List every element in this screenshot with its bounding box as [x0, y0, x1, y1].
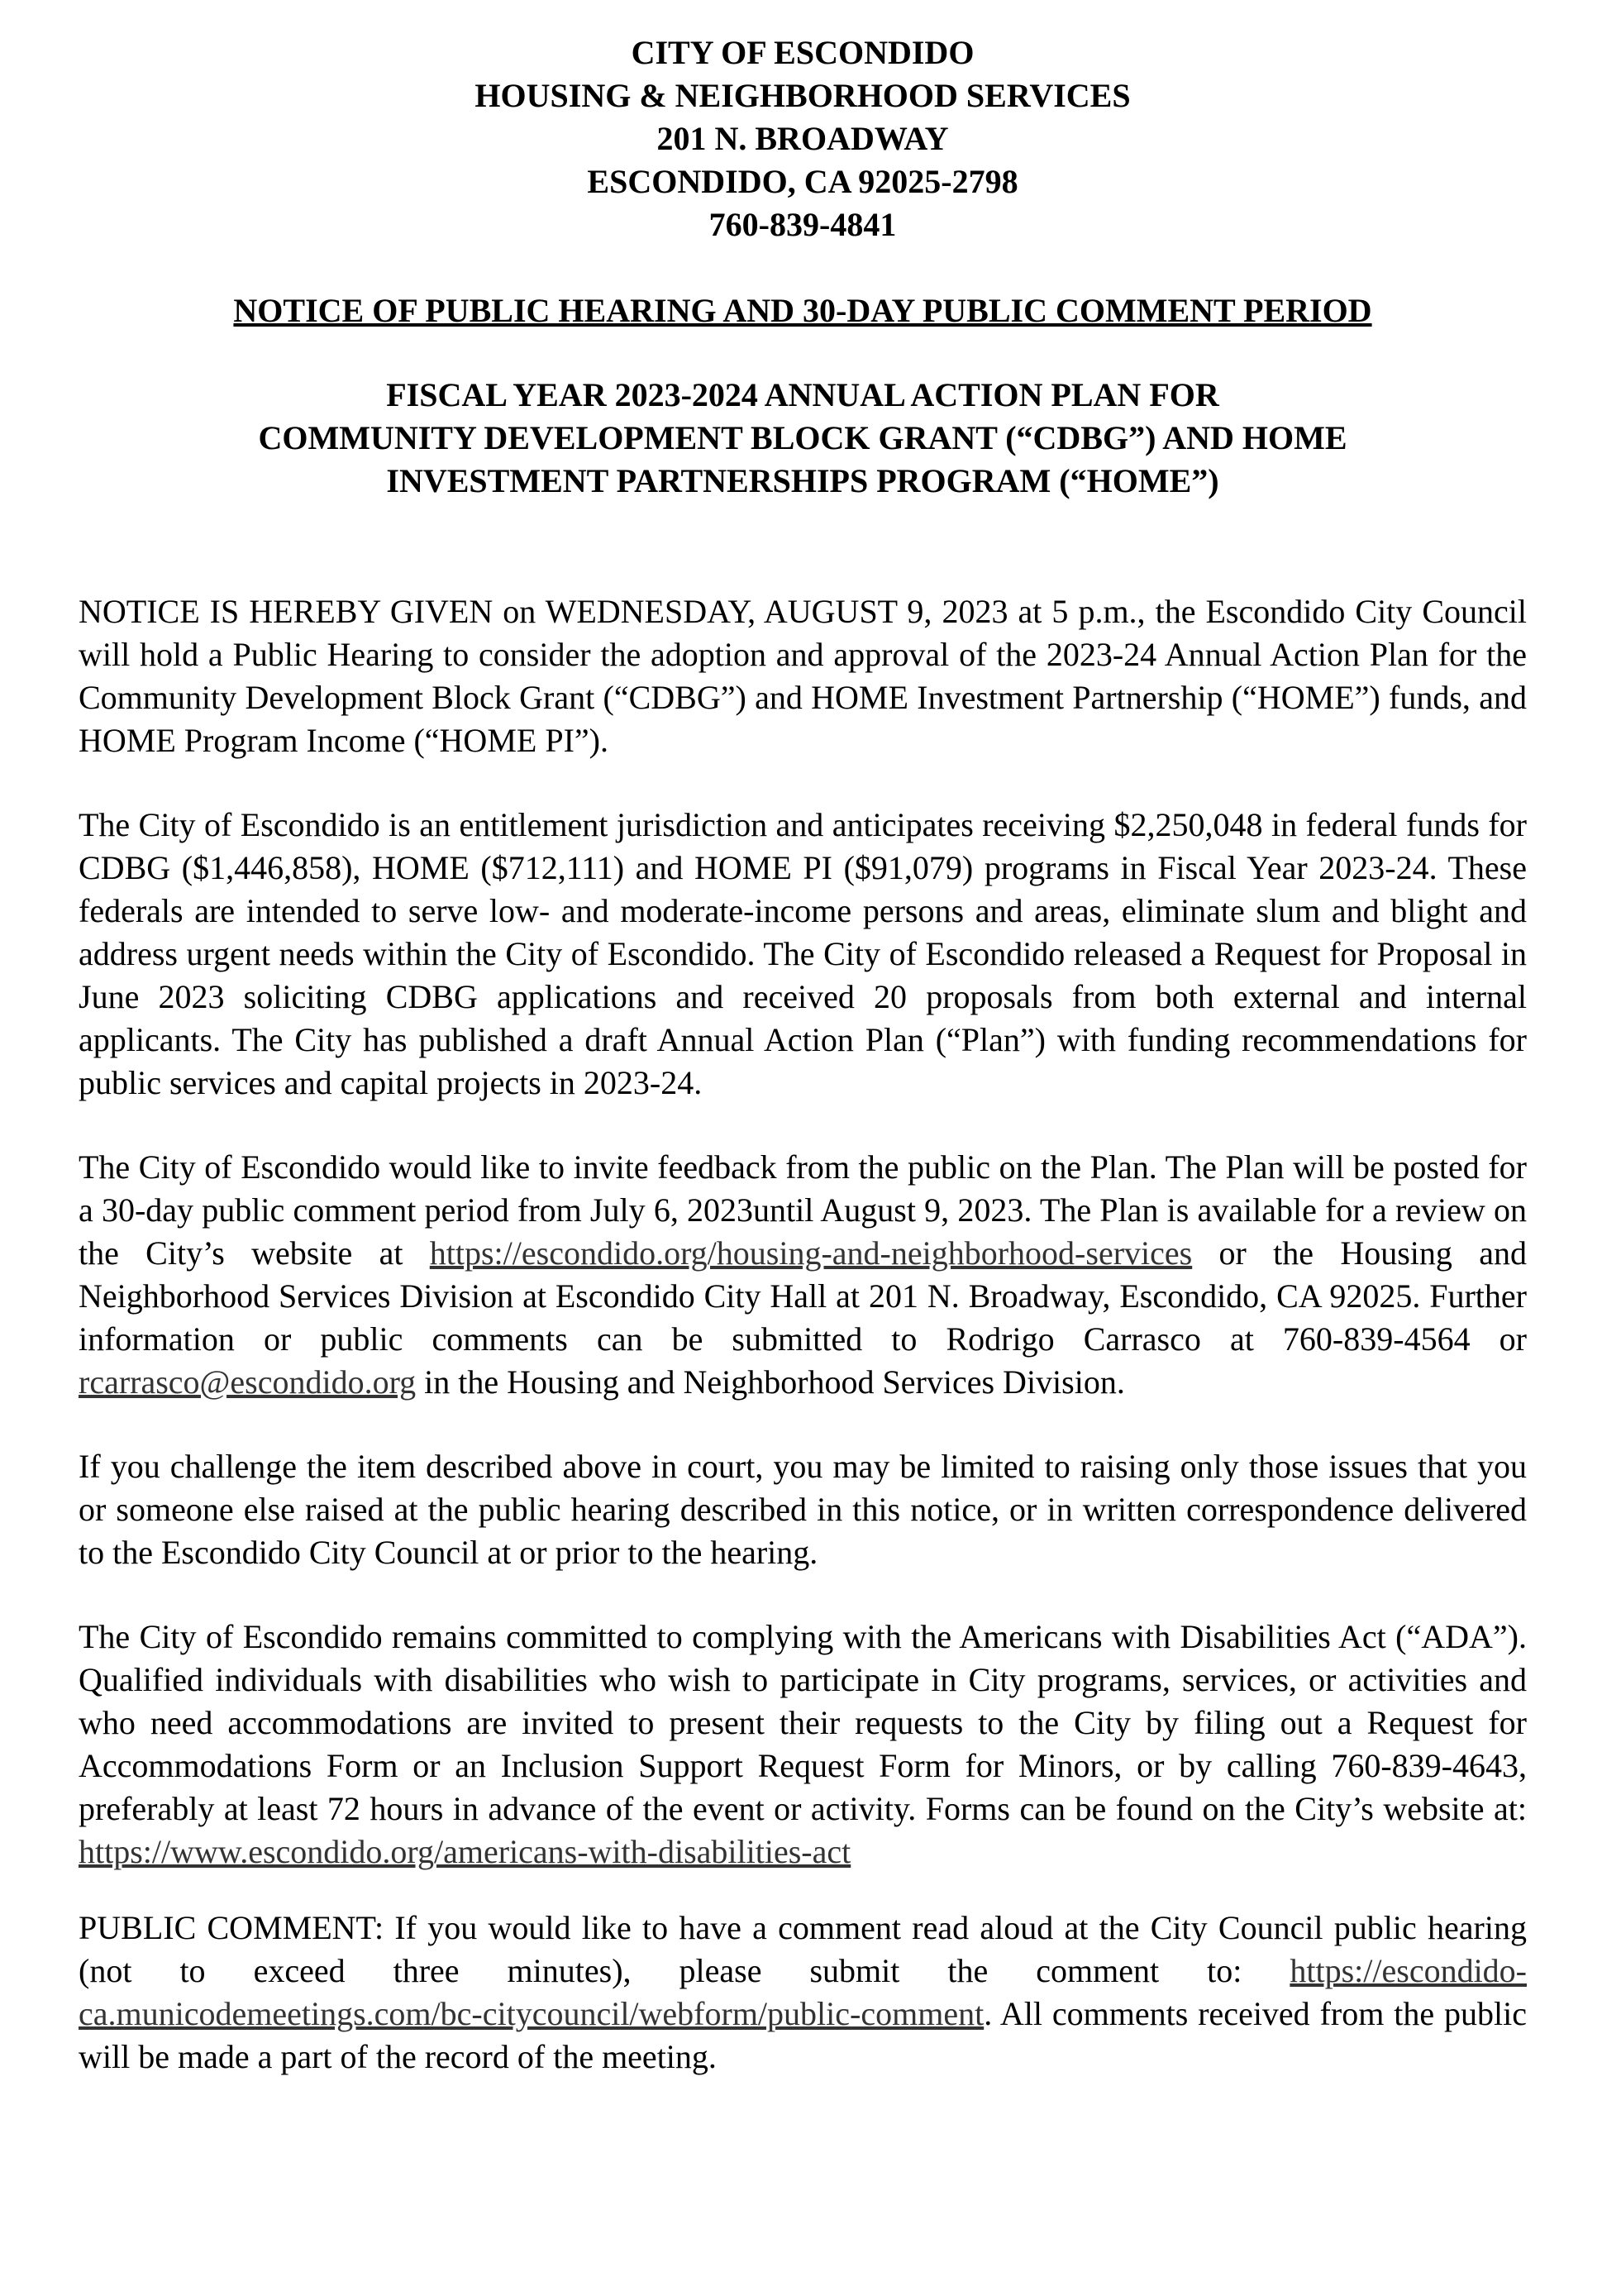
notice-page — [79, 31, 1527, 2079]
ada-text: The City of Escondido remains committed to complying with the Americans with Disabilities Act (“ADA”). Qualified individuals with disabilities who wish to participate in City programs, services, or activities and who need accommodations are invited to present their requests to the City by filing out a Request for Accommodations Form or an Inclusion Support Request Form for Minors, or by calling 760-839-4643, preferably at least 72 hours in advance of the event or activity. Forms can be found on the City’s website at: — [79, 1618, 1527, 1827]
plan-title-line-1: FISCAL YEAR 2023-2024 ANNUAL ACTION PLAN FOR — [386, 376, 1219, 413]
legal-challenge-paragraph: If you challenge the item described above in court, you may be limited to raising only those issues that you or someone else raised at the public hearing described in this notice, or in written correspondence delivered to the Escondido City Council at or prior to the hearing. — [79, 1448, 1527, 1571]
contact-email-link[interactable]: rcarrasco@escondido.org — [79, 1363, 417, 1401]
public-comment-period-paragraph — [79, 1146, 1527, 1404]
city-name: CITY OF ESCONDIDO — [631, 34, 975, 71]
comment-period-text-3: in the Housing and Neighborhood Services Division. — [416, 1363, 1125, 1401]
department-name: HOUSING & NEIGHBORHOOD SERVICES — [474, 77, 1131, 114]
city-state-zip: ESCONDIDO, CA 92025-2798 — [587, 163, 1018, 200]
comment-period-text-1: The City of Escondido would like to invite feedback from the public on the Plan. The Plan will be posted for a 30-day public comment period from July 6, 2023until August 9, 2023. The Plan is available for a review on the City’s website at — [79, 1148, 1527, 1272]
plan-title-line-2: COMMUNITY DEVELOPMENT BLOCK GRANT (“CDBG”) AND HOME — [258, 419, 1347, 456]
public-comment-webform-link[interactable]: https://escondido-ca.municodemeetings.com/bc-citycouncil/webform/public-comment — [79, 1952, 1527, 2032]
letterhead — [79, 31, 1527, 246]
public-comment-text-2: . All comments received from the public will be made a part of the record of the meeting. — [79, 1995, 1527, 2075]
comment-period-text-2: or the Housing and Neighborhood Services Division at Escondido City Hall at 201 N. Broadway, Escondido, CA 92025. Further information or public comments can be submitted to Rodrigo Carrasco at 760-839-4564 or — [79, 1234, 1527, 1358]
funding-paragraph: The City of Escondido is an entitlement jurisdiction and anticipates receiving $2,250,048 in federal funds for CDBG ($1,446,858), HOME ($712,111) and HOME PI ($91,079) programs in Fiscal Year 2023-24. These federals are intended to serve low- and moderate-income persons and areas, eliminate slum and blight and address urgent needs within the City of Escondido. The City of Escondido released a Request for Proposal in June 2023 soliciting CDBG applications and received 20 proposals from both external and internal applicants. The City has published a draft Annual Action Plan (“Plan”) with funding recommendations for public services and capital projects in 2023-24. — [79, 806, 1527, 1101]
hearing-notice-paragraph: NOTICE IS HEREBY GIVEN on WEDNESDAY, AUGUST 9, 2023 at 5 p.m., the Escondido City Council will hold a Public Hearing to consider the adoption and approval of the 2023-24 Annual Action Plan for the Community Development Block Grant (“CDBG”) and HOME Investment Partnership (“HOME”) funds, and HOME Program Income (“HOME PI”). — [79, 593, 1527, 759]
plan-title — [79, 374, 1527, 503]
phone-number: 760-839-4841 — [708, 206, 897, 243]
plan-title-line-3: INVESTMENT PARTNERSHIPS PROGRAM (“HOME”) — [386, 462, 1219, 499]
public-comment-paragraph — [79, 1907, 1527, 2079]
housing-services-link[interactable]: https://escondido.org/housing-and-neighborhood-services — [429, 1234, 1193, 1272]
street-address: 201 N. BROADWAY — [656, 120, 949, 157]
public-comment-text-1: PUBLIC COMMENT: If you would like to have a comment read aloud at the City Council public hearing (not to exceed three minutes), please submit the comment to: — [79, 1909, 1527, 1989]
ada-paragraph — [79, 1616, 1527, 1874]
ada-link[interactable]: https://www.escondido.org/americans-with-disabilities-act — [79, 1833, 851, 1870]
notice-title: NOTICE OF PUBLIC HEARING AND 30-DAY PUBLIC COMMENT PERIOD — [233, 292, 1372, 329]
